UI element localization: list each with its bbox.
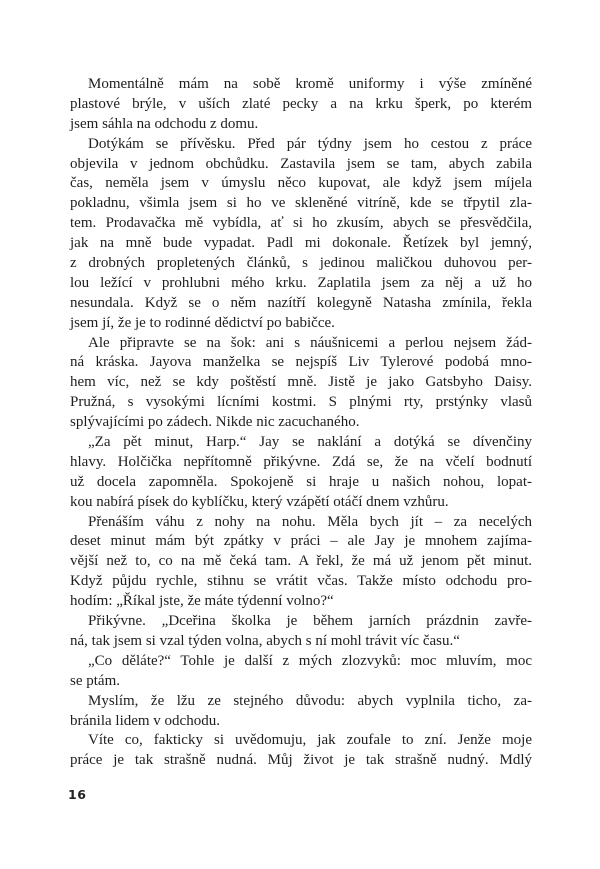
- text-line: hem víc, než se kdy poštěstí mně. Jistě je jako Gatsbyho Daisy.: [70, 374, 532, 391]
- text-line: jak na mně bude vypadat. Padl mi dokonale. Řetízek byl jemný,: [70, 235, 532, 252]
- text-line: ná, tak jsem si vzal týden volna, abych s ní mohl trávit víc času.“: [70, 632, 460, 649]
- page-text: [70, 75, 532, 771]
- paragraph: [70, 433, 532, 513]
- text-line: hlavy. Holčička nepřítomně přikývne. Zdá se, že na včelí bodnutí: [70, 453, 532, 470]
- text-line: objevila v jednom obchůdku. Zastavila jsem se tam, abych zabila: [70, 155, 532, 172]
- text-line: Přenáším váhu z nohy na nohu. Měla bych jít – za necelých: [88, 513, 532, 530]
- text-line: kou nabírá písek do kyblíčku, který vzápětí otáčí dnem vzhůru.: [70, 493, 449, 510]
- text-line: lou ležící v prohlubni mého krku. Zaplatila jsem za něj a už ho: [70, 274, 532, 291]
- page-number: 16: [68, 787, 87, 802]
- text-line: už docela zapomněla. Spokojeně si hraje u našich nohou, lopat-: [70, 473, 532, 490]
- text-line: deset minut mám být zpátky v práci – ale Jay je mnohem zajíma-: [70, 533, 532, 550]
- paragraph: [70, 513, 532, 612]
- paragraph: [70, 612, 532, 652]
- text-line: vější než to, co na mě čeká tam. A řekl, že má už jenom pět minut.: [70, 553, 532, 570]
- text-line: Ale připravte se na šok: ani s náušnicemi a perlou nejsem žád-: [88, 334, 532, 351]
- paragraph: [70, 692, 532, 732]
- text-line: se ptám.: [70, 672, 120, 689]
- text-line: pokladnu, všimla jsem si ho ve skleněné vitríně, kde se třpytil zla-: [70, 195, 532, 212]
- text-line: ná kráska. Jayova manželka se nejspíš Liv Tylerové podobá mno-: [70, 354, 532, 371]
- text-line: z drobných propletených článků, s jedinou maličkou duhovou per-: [70, 255, 532, 272]
- text-line: „Co děláte?“ Tohle je další z mých zlozvyků: moc mluvím, moc: [88, 652, 532, 669]
- text-line: Víte co, fakticky si uvědomuju, jak zoufale to zní. Jenže moje: [88, 732, 532, 749]
- paragraph: [70, 75, 532, 135]
- text-line: Myslím, že lžu ze stejného důvodu: abych vyplnila ticho, za-: [88, 692, 532, 709]
- paragraph: [70, 731, 532, 771]
- text-line: Dotýkám se přívěsku. Před pár týdny jsem ho cestou z práce: [88, 135, 532, 152]
- text-line: „Za pět minut, Harp.“ Jay se naklání a dotýká se dívenčiny: [88, 434, 532, 451]
- text-line: jsem jí, že je to rodinné dědictví po babičce.: [70, 314, 335, 331]
- text-line: čas, neměla jsem v úmyslu něco kupovat, ale když jsem míjela: [70, 175, 532, 192]
- paragraph: [70, 652, 532, 692]
- text-line: plastové brýle, v uších zlaté pecky a na krku šperk, po kterém: [70, 95, 532, 112]
- text-line: Když půjdu rychle, stihnu se vrátit včas. Takže místo odchodu pro-: [70, 573, 532, 590]
- text-line: Přikývne. „Dceřina školka je během jarních prázdnin zavře-: [88, 613, 532, 630]
- text-line: splývajícími po zádech. Nikde nic zacuchaného.: [70, 414, 360, 431]
- paragraph: [70, 135, 532, 334]
- text-line: bránila lidem v odchodu.: [70, 712, 220, 729]
- text-line: tem. Prodavačka mě vybídla, ať si ho zkusím, abych se přesvědčila,: [70, 215, 532, 232]
- text-line: jsem sáhla na odchodu z domu.: [70, 115, 259, 132]
- text-line: nesundala. Když se o něm nazítří kolegyně Natasha zmínila, řekla: [70, 294, 532, 311]
- text-line: práce je tak strašně nudná. Můj život je tak strašně nudný. Mdlý: [70, 752, 532, 769]
- text-line: Momentálně mám na sobě kromě uniformy i výše zmíněné: [88, 76, 532, 92]
- paragraph: [70, 334, 532, 433]
- text-line: hodím: „Říkal jste, že máte týdenní volno?“: [70, 593, 334, 610]
- text-line: Pružná, s vysokými lícními kostmi. S plnými rty, prstýnky vlasů: [70, 394, 532, 411]
